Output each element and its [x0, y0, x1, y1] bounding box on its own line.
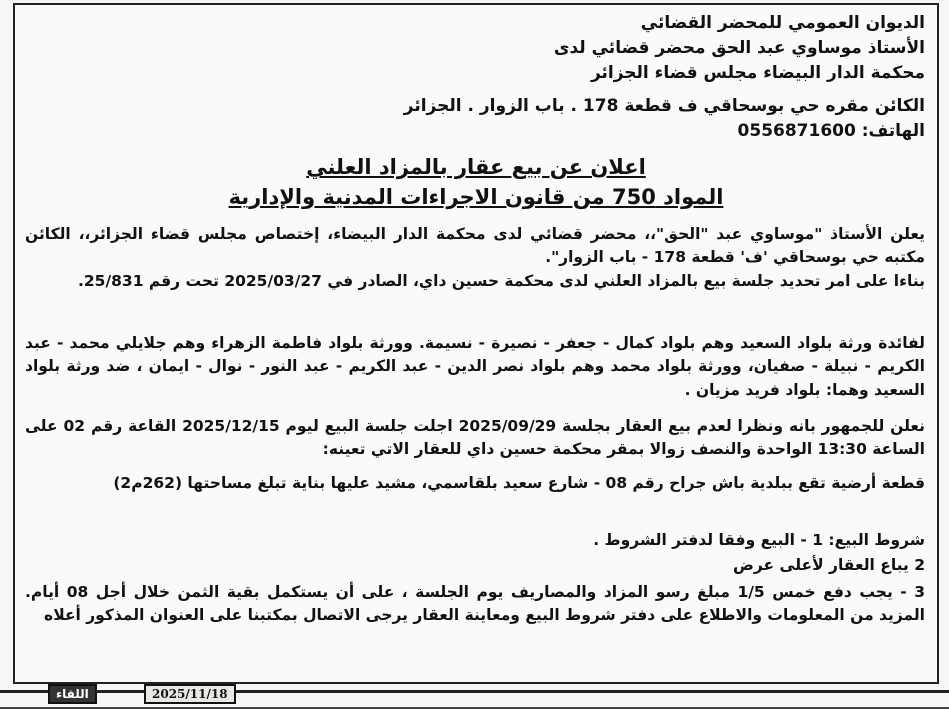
notice-title: اعلان عن بيع عقار بالمزاد العلني	[306, 155, 646, 179]
publication-date: 2025/11/18	[144, 684, 236, 704]
office-name: الديوان العمومي للمحضر القضائي	[640, 13, 925, 33]
sale-condition-2: 2 يباع العقار لأعلى عرض	[733, 556, 925, 574]
newspaper-name: اللقاء	[48, 684, 97, 704]
office-phone: الهاتف: 0556871600	[737, 121, 925, 141]
paragraph-announcer: يعلن الأستاذ "موساوي عبد "الحق"،، محضر قضائي لدى محكمة الدار البيضاء، إختصاص مجلس قضاء الجزائر،، الكائن مكتبه حي بوسحاقي 'ف' قطعة 178 - باب الزوار".	[25, 225, 925, 267]
paragraph-beneficiaries: لفائدة ورثة بلواد السعيد وهم بلواد كمال - جعفر - نصيرة - نسيمة. وورثة بلواد فاطمة الزهراء وهم جلايلي محمد - عبد الكريم - نبيلة - صفيان، وورثة بلواد محمد وهم بلواد نصر الدين - عبد الكريم - عبد النور - نوال - ايمان ، ضد ورثة بلواد السعيد وهما: بلواد فريد مزيان .	[25, 334, 925, 399]
bailiff-name: الأستاذ موساوي عبد الحق محضر قضائي لدى	[553, 38, 925, 58]
court-name: محكمة الدار البيضاء مجلس قضاء الجزائر	[590, 63, 925, 83]
paragraph-order: بناءا على امر تحديد جلسة بيع بالمزاد العلني لدى محكمة حسين داي، الصادر في 2025/03/27 تحت رقم 25/831.	[78, 272, 925, 290]
sale-condition-1: شروط البيع: 1 - البيع وفقا لدفتر الشروط .	[593, 531, 925, 549]
paragraph-session: نعلن للجمهور بانه ونظرا لعدم بيع العقار بجلسة 2025/09/29 اجلت جلسة البيع ليوم 2025/12/15 القاعة رقم 02 على الساعة 13:30 الواحدة والنصف زوالا بمقر محكمة حسين داي للعقار الاتي تعينه:	[25, 417, 926, 459]
legal-notice	[13, 3, 939, 684]
paragraph-property: قطعة أرضية تقع ببلدية باش جراح رقم 08 - شارع سعيد بلقاسمي، مشيد عليها بناية تبلغ مساحتها (262م2)	[113, 474, 925, 492]
sale-condition-3: 3 - يجب دفع خمس 1/5 مبلغ رسو المزاد والمصاريف يوم الجلسة ، على أن يستكمل بقية الثمن خلال أجل 08 أيام. المزيد من المعلومات والاطلاع على دفتر شروط البيع ومعاينة العقار يرجى الاتصال بمكتبنا على العنوان المذكور أعلاه	[25, 583, 925, 625]
footer-rule	[0, 690, 949, 693]
office-address: الكائن مقره حي بوسحاقي ف قطعة 178 . باب الزوار . الجزائر	[403, 96, 925, 116]
notice-subtitle: المواد 750 من قانون الاجراءات المدنية والإدارية	[228, 185, 724, 209]
footer-rule-bottom	[0, 707, 949, 709]
